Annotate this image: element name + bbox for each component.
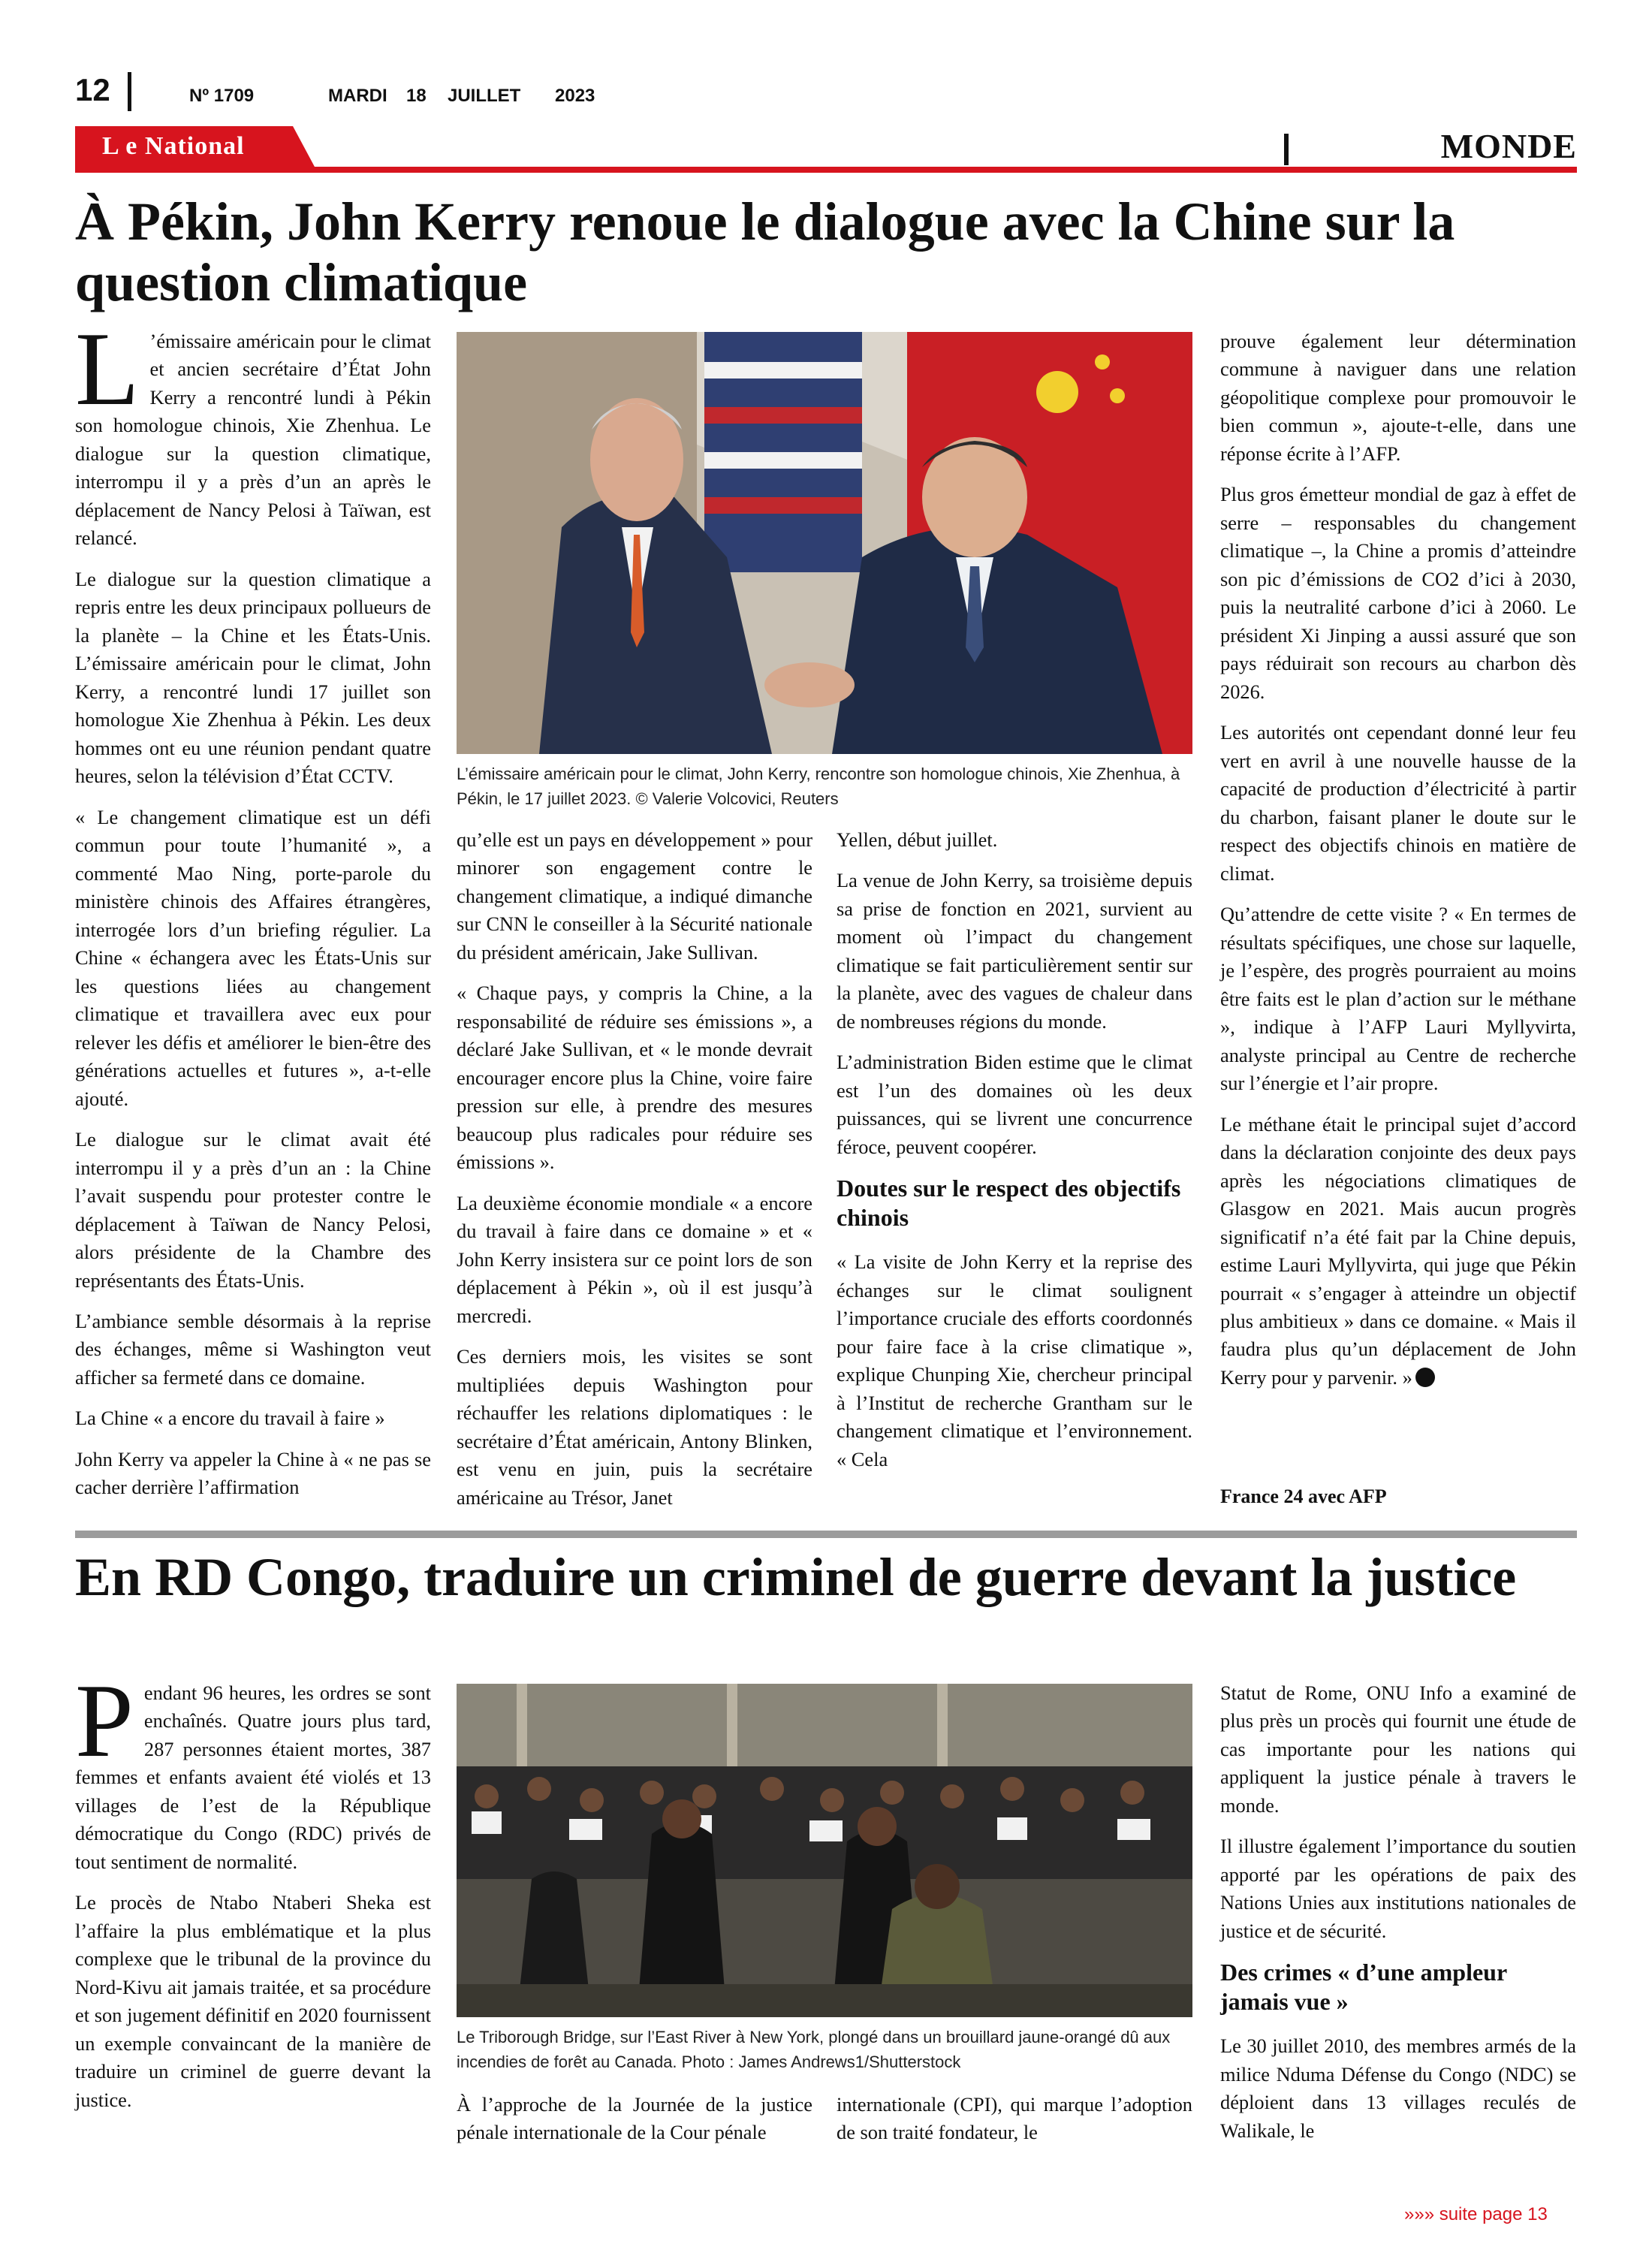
article1-subhead: Doutes sur le respect des objectifs chinois	[837, 1175, 1181, 1231]
article1-paragraph: ’émissaire américain pour le climat et ancien secrétaire d’État John Kerry a rencontré lundi à Pékin son homologue chinois, Xie Zhenhua. Le dialogue sur la question climatique, interrompu il y a près d’un an après le déplacement de Nancy Pelosi à Taïwan, est relancé.	[75, 330, 431, 550]
article1-column-2	[457, 826, 812, 1525]
article1-column-3	[837, 826, 1192, 1486]
article1-paragraph: « Le changement climatique est un défi commun pour toute l’humanité », a commenté Mao Ning, porte-parole du ministère chinois des Affaires étrangères, interrogée lors d’un briefing régulier. La Chine « échangera avec les États-Unis sur les questions liées au changement climatique et travaillera avec eux pour relever les défis et améliorer le bien-être des générations actuelles et futures », a-t-elle ajouté.	[75, 805, 431, 1110]
article-divider	[75, 1531, 1577, 1538]
section-title: MONDE	[1440, 127, 1577, 165]
page-number-divider	[128, 72, 131, 111]
article1-column-4	[1220, 327, 1576, 1404]
brand-tab	[75, 126, 315, 168]
article1-paragraph: Yellen, début juillet.	[837, 828, 998, 851]
date-weekday: MARDI	[328, 86, 387, 106]
date-month: JUILLET	[448, 86, 521, 106]
section-divider	[1284, 134, 1289, 165]
article2-subhead: Des crimes « d’une ampleur jamais vue »	[1220, 1959, 1507, 2015]
article2-column-4	[1220, 1679, 1576, 2158]
article1-paragraph-text: Le méthane était le principal sujet d’accord dans la déclaration conjointe des deux pays après les négociations climatiques de Glasgow en 2021. Mais aucun progrès significatif n’a été fait par la Chine depuis, estime Lauri Myllyvirta, qui juge que Pékin pourrait « s’engager à atteindre un objectif plus ambitieux » dans ce domaine. « Mais il faudra plus qu’un déplacement de John Kerry pour y parvenir. »	[1220, 1112, 1576, 1389]
date-day: 18	[406, 86, 427, 106]
article1-paragraph: Les autorités ont cependant donné leur feu vert en avril à une nouvelle hausse de la capacité de production d’électricité à partir du charbon, faisant planer le doute sur le respect des objectifs chinois en matière de climat.	[1220, 721, 1576, 885]
article1-paragraph-last	[1220, 1111, 1576, 1392]
article1-drop-cap: L	[75, 311, 140, 427]
article1-paragraph: prouve également leur détermination commune à naviguer dans une relation géopolitique complexe pour promouvoir le bien commun », ajoute-t-elle, dans une réponse écrite à l’AFP.	[1220, 330, 1576, 465]
article2-paragraph: À l’approche de la Journée de la justice pénale internationale de la Cour pénale	[457, 2093, 812, 2144]
article1-paragraph: Plus gros émetteur mondial de gaz à effet de serre – responsables du changement climatique –, la Chine a promis d’atteindre son pic d’émissions de CO2 d’ici à 2030, puis la neutralité carbone d’ici à 2060. Le président Xi Jinping a aussi assuré que son pays réduirait son recours au charbon dès 2026.	[1220, 483, 1576, 703]
article1-paragraph: « Chaque pays, y compris la Chine, a la responsabilité de réduire ses émissions », a déclaré Jake Sullivan, et « le monde devrait encourager encore plus la Chine, voire faire pression sur elle, à prendre des mesures beaucoup plus radicales pour réduire ses émissions ».	[457, 982, 812, 1174]
article1-headline: À Pékin, John Kerry renoue le dialogue avec la Chine sur la question climatique	[75, 192, 1455, 313]
article1-paragraph: John Kerry va appeler la Chine à « ne pas se cacher derrière l’affirmation	[75, 1447, 431, 1499]
article1-paragraph: La deuxième économie mondiale « a encore du travail à faire dans ce domaine » et « John Kerry insistera sur ce point lors de son déplacement à Pékin », où il est jusqu’à mercredi.	[457, 1191, 812, 1327]
article1-paragraph: Le dialogue sur le climat avait été interrompu il y a près d’un an : la Chine l’avait suspendu pour protester contre le déplacement à Taïwan de Nancy Pelosi, alors présidente de la Chambre des représentants des États-Unis.	[75, 1128, 431, 1292]
article1-paragraph: L’ambiance semble désormais à la reprise des échanges, même si Washington veut afficher sa fermeté dans ce domaine.	[75, 1309, 431, 1389]
article1-paragraph: qu’elle est un pays en développement » pour minorer son engagement contre le changement climatique, a indiqué dimanche sur CNN le conseiller à la Sécurité nationale du président américain, Jake Sullivan.	[457, 828, 812, 964]
page-number: 12	[75, 72, 110, 107]
article2-column-1	[75, 1663, 431, 2127]
article1-paragraph: Ces derniers mois, les visites se sont multipliées depuis Washington pour réchauffer les relations diplomatiques : le secrétaire d’État américain, Antony Blinken, est venu en juin, puis la secrétaire américaine au Trésor, Janet	[457, 1345, 812, 1509]
article1-source: France 24 avec AFP	[1220, 1485, 1387, 1507]
continuation-link[interactable]: »»» suite page 13	[1404, 2204, 1548, 2224]
article1-photo-kerry-xie	[457, 332, 1192, 754]
article1-paragraph: Le dialogue sur la question climatique a repris entre les deux principaux pollueurs de la planète – la Chine et les États-Unis. L’émissaire américain pour le climat, John Kerry, a rencontré lundi 17 juillet son homologue Xie Zhenhua à Pékin. Les deux hommes ont eu une réunion pendant quatre heures, selon la télévision d’État CCTV.	[75, 567, 431, 788]
header-rule	[75, 167, 1577, 173]
article2-paragraph: Le 30 juillet 2010, des membres armés de la milice Nduma Défense du Congo (NDC) se déploient dans 13 villages reculés de Walikale, le	[1220, 2034, 1576, 2142]
article2-paragraph: Statut de Rome, ONU Info a examiné de plus près un procès qui fournit une étude de cas importante pour les nations qui appliquent la justice pénale à travers le monde.	[1220, 1681, 1576, 1817]
article2-paragraph: endant 96 heures, les ordres se sont enchaînés. Quatre jours plus tard, 287 personnes étaient mortes, 387 femmes et enfants avaient été violés et 13 villages de l’est de la République démocratique du Congo (RDC) privés de tout sentiment de normalité.	[75, 1681, 431, 1873]
date-year: 2023	[555, 86, 595, 106]
article2-headline: En RD Congo, traduire un criminel de guerre devant la justice	[75, 1547, 1517, 1607]
article2-column-3	[837, 2091, 1192, 2160]
end-of-article-icon	[1415, 1368, 1435, 1387]
article2-drop-cap: P	[75, 1663, 134, 1779]
article1-paragraph: Qu’attendre de cette visite ? « En termes de résultats spécifiques, une chose sur laquelle, je l’espère, des progrès pourraient au moins être faits est le plan d’action sur le méthane », indique à l’AFP Lauri Myllyvirta, analyste principal au Centre de recherche sur l’énergie et l’air propre.	[1220, 903, 1576, 1095]
article2-paragraph: Le procès de Ntabo Ntaberi Sheka est l’affaire la plus emblématique et la plus complexe que le tribunal de la province du Nord-Kivu ait jamais traitée, et sa procédure et son jugement définitif en 2020 fournissent un exemple convaincant de la manière de traduire un criminel de guerre devant la justice.	[75, 1891, 431, 2111]
article2-paragraph: internationale (CPI), qui marque l’adoption de son traité fondateur, le	[837, 2093, 1192, 2144]
issue-number: Nº 1709	[189, 86, 255, 106]
article1-paragraph: La venue de John Kerry, sa troisième depuis sa prise de fonction en 2021, survient au moment où l’impact du changement climatique se fait particulièrement sentir sur la planète, avec des vagues de chaleur dans de nombreuses régions du monde.	[837, 869, 1192, 1033]
article1-column-1	[75, 311, 431, 1515]
article2-paragraph: Il illustre également l’importance du soutien apporté par les opérations de paix des Nations Unies aux institutions nationales de justice et de sécurité.	[1220, 1835, 1576, 1942]
article2-column-2	[457, 2091, 812, 2160]
brand-name: L e National	[102, 132, 245, 160]
article2-photo-courtroom	[457, 1684, 1192, 2017]
article1-paragraph: L’administration Biden estime que le climat est l’un des domaines où les deux puissances, qui se livrent une concurrence féroce, peuvent coopérer.	[837, 1051, 1192, 1158]
article1-paragraph: « La visite de John Kerry et la reprise des échanges sur le climat soulignent l’importance cruciale des efforts coordonnés pour faire face à la crise climatique », explique Chunping Xie, chercheur principal à l’Institut de recherche Grantham sur le changement climatique et l’environnement. « Cela	[837, 1250, 1192, 1470]
article1-inline-subhead: La Chine « a encore du travail à faire »	[75, 1407, 385, 1430]
article1-photo-caption: L’émissaire américain pour le climat, John Kerry, rencontre son homologue chinois, Xie Zhenhua, à Pékin, le 17 juillet 2023. © Valerie Volcovici, Reuters	[457, 765, 1180, 808]
article2-photo-caption: Le Triborough Bridge, sur l’East River à New York, plongé dans un brouillard jaune-orangé dû aux incendies de forêt au Canada. Photo : James Andrews1/Shutterstock	[457, 2028, 1171, 2071]
